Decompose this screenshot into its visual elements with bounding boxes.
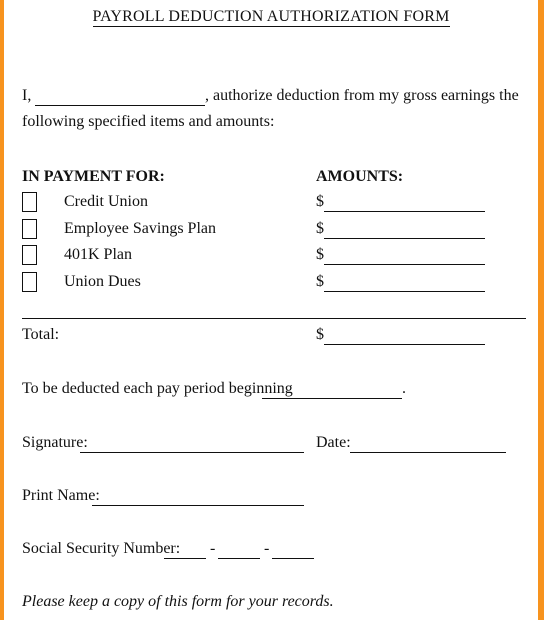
deduct-label: To be deducted each pay period beginning [22,380,293,397]
checkbox-401k[interactable] [22,245,37,265]
date-line[interactable] [350,452,506,453]
amount-line-union-dues[interactable] [324,291,485,292]
ssn-part1-line[interactable] [164,558,206,559]
total-label: Total: [22,326,60,343]
checkbox-savings-plan[interactable] [22,219,37,239]
item-401k: 401K Plan [64,246,132,263]
signature-line[interactable] [80,452,304,453]
intro-prefix: I, [22,87,32,104]
intro-suffix: , authorize deduction from my gross earnings the [205,87,519,104]
authorizer-name-line[interactable] [35,105,205,106]
ssn-separator: - [210,540,216,557]
total-currency: $ [316,326,324,343]
ssn-part3-line[interactable] [272,558,314,559]
footer-note: Please keep a copy of this form for your records. [22,593,334,610]
intro-line2: following specified items and amounts: [22,113,275,130]
print-name-line[interactable] [92,505,304,506]
ssn-part2-line[interactable] [218,558,260,559]
amount-line-401k[interactable] [324,264,485,265]
checkbox-credit-union[interactable] [22,192,37,212]
ssn-label: Social Security Number: [22,540,181,557]
amount-line-savings-plan[interactable] [324,238,485,239]
item-credit-union: Credit Union [64,193,148,210]
date-label: Date: [316,434,351,451]
currency-symbol: $ [316,246,324,263]
total-amount-line[interactable] [324,344,485,345]
start-period-line[interactable] [262,398,402,399]
item-union-dues: Union Dues [64,273,141,290]
signature-label: Signature: [22,434,88,451]
checkbox-union-dues[interactable] [22,272,37,292]
currency-symbol: $ [316,220,324,237]
ssn-separator: - [264,540,270,557]
form-title: PAYROLL DEDUCTION AUTHORIZATION FORM [92,8,450,25]
section-divider [22,318,526,319]
form-page [4,0,538,620]
amount-line-credit-union[interactable] [324,211,485,212]
payment-header: IN PAYMENT FOR: [22,168,165,185]
amounts-header: AMOUNTS: [316,168,404,185]
deduct-end: . [402,380,406,397]
print-name-label: Print Name: [22,487,100,504]
item-savings-plan: Employee Savings Plan [64,220,216,237]
currency-symbol: $ [316,193,324,210]
currency-symbol: $ [316,273,324,290]
